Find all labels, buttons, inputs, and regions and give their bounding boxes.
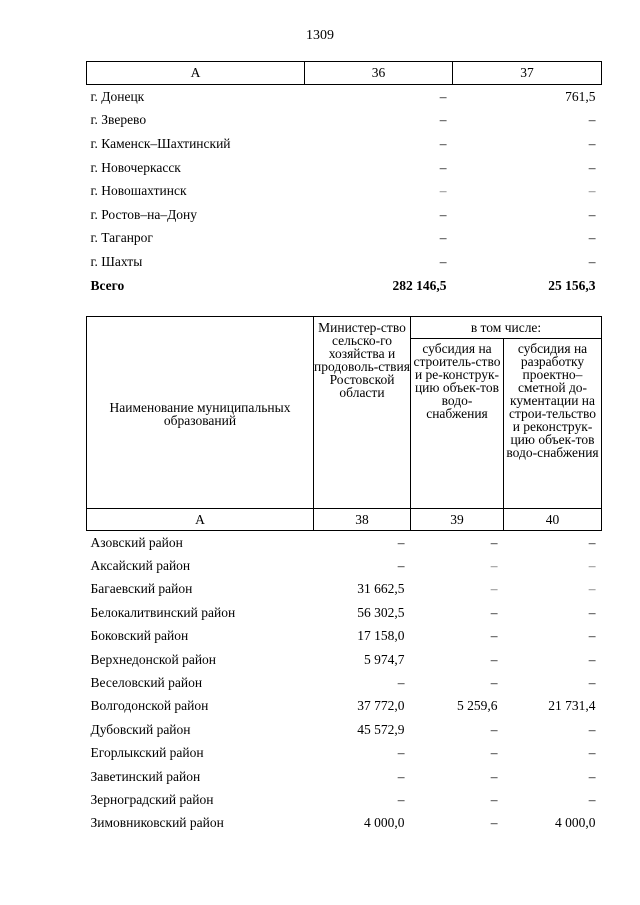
total-37: 25 156,3 (548, 277, 596, 293)
cell-40: – (588, 675, 596, 691)
header-including: в том числе: (411, 317, 602, 339)
cell-38: – (397, 558, 405, 574)
cell-38: – (397, 675, 405, 691)
total-label: Всего (90, 277, 125, 293)
row-name: Веселовский район (90, 675, 203, 691)
row-name: г. Донецк (90, 88, 145, 104)
cell-39: – (490, 675, 498, 691)
row-name: Волгодонской район (90, 698, 209, 714)
cell-40: 21 731,4 (548, 698, 596, 714)
table-row (87, 742, 602, 765)
cell-38: – (397, 768, 405, 784)
cell-40: 4 000,0 (555, 815, 596, 831)
cell-39: – (490, 651, 498, 667)
cell-36: – (439, 135, 447, 151)
table-row (87, 695, 602, 718)
cell-39: – (490, 815, 498, 831)
cell-37: – (588, 112, 596, 128)
cell-38: – (397, 791, 405, 807)
row-name: Верхнедонской район (90, 651, 217, 667)
table-row (87, 812, 602, 835)
row-name: Аксайский район (90, 558, 191, 574)
table-row (87, 132, 602, 156)
cell-38: – (397, 745, 405, 761)
cell-40: – (588, 628, 596, 644)
col-label-38: 38 (314, 509, 411, 531)
table-row (87, 85, 602, 109)
cell-36: – (439, 112, 447, 128)
cell-39: – (490, 558, 498, 574)
total-row (87, 274, 602, 298)
table2-column-labels (87, 509, 602, 531)
cell-40: – (588, 721, 596, 737)
cell-38: 45 572,9 (357, 721, 405, 737)
cell-37: 761,5 (565, 88, 596, 104)
col-label-a: А (87, 509, 314, 531)
table-row (87, 156, 602, 180)
col-label-40: 40 (504, 509, 602, 531)
row-name: Белокалитвинский район (90, 604, 236, 620)
total-36: 282 146,5 (392, 277, 447, 293)
cell-36: – (439, 253, 447, 269)
table-row (87, 788, 602, 811)
cell-36: – (439, 159, 447, 175)
cell-40: – (588, 651, 596, 667)
cell-38: 37 772,0 (357, 698, 405, 714)
cell-37: – (588, 253, 596, 269)
row-name: г. Ростов–на–Дону (90, 206, 198, 222)
table1-header-row (87, 62, 602, 85)
row-name: Боковский район (90, 628, 189, 644)
row-name: г. Зверево (90, 112, 147, 128)
budget-table-columns-36-37 (86, 61, 602, 297)
row-name: Дубовский район (90, 721, 191, 737)
row-name: Егорлыкский район (90, 745, 204, 761)
table1-header-a: А (87, 62, 305, 85)
cell-39: – (490, 768, 498, 784)
cell-38: 17 158,0 (357, 628, 405, 644)
page-number: 1309 (306, 28, 334, 43)
cell-40: – (588, 768, 596, 784)
row-name: Азовский район (90, 534, 183, 550)
cell-40: – (588, 791, 596, 807)
table-row (87, 671, 602, 694)
cell-37: – (588, 159, 596, 175)
cell-38: 56 302,5 (357, 604, 405, 620)
table-row (87, 179, 602, 203)
row-name: Багаевский район (90, 581, 193, 597)
table-row (87, 648, 602, 671)
row-name: г. Новочеркасск (90, 159, 181, 175)
table-row (87, 625, 602, 648)
cell-39: – (490, 534, 498, 550)
cell-37: – (588, 230, 596, 246)
cell-36: – (439, 88, 447, 104)
cell-40: – (588, 745, 596, 761)
cell-39: – (490, 604, 498, 620)
cell-37: – (588, 183, 596, 199)
table-row (87, 718, 602, 741)
cell-37: – (588, 206, 596, 222)
table-row (87, 531, 602, 555)
table-row (87, 601, 602, 624)
cell-39: – (490, 628, 498, 644)
cell-36: – (439, 206, 447, 222)
cell-40: – (588, 604, 596, 620)
cell-39: 5 259,6 (457, 698, 498, 714)
row-name: г. Каменск–Шахтинский (90, 135, 231, 151)
row-name: Заветинский район (90, 768, 201, 784)
row-name: Зерноградский район (90, 791, 214, 807)
cell-40: – (588, 558, 596, 574)
table1-header-37: 37 (453, 62, 602, 85)
cell-39: – (490, 721, 498, 737)
table-row (87, 765, 602, 788)
table-row (87, 203, 602, 227)
table2-header-row-1 (87, 317, 602, 339)
table-row (87, 578, 602, 601)
cell-36: – (439, 230, 447, 246)
cell-38: 4 000,0 (364, 815, 405, 831)
row-name: г. Шахты (90, 253, 143, 269)
row-name: г. Таганрог (90, 230, 153, 246)
cell-39: – (490, 581, 498, 597)
cell-40: – (588, 534, 596, 550)
table-row (87, 227, 602, 251)
table1-header-36: 36 (305, 62, 453, 85)
header-subsidy-construction: субсидия на строитель-ство и ре-конструк-цию объек-тов водо-снабжения (411, 339, 504, 509)
cell-37: – (588, 135, 596, 151)
cell-39: – (490, 745, 498, 761)
table-row (87, 554, 602, 577)
cell-38: 31 662,5 (357, 581, 405, 597)
cell-40: – (588, 581, 596, 597)
row-name: Зимовниковский район (90, 815, 224, 831)
cell-38: 5 974,7 (364, 651, 405, 667)
cell-39: – (490, 791, 498, 807)
table-row (87, 109, 602, 133)
cell-36: – (439, 183, 447, 199)
col-label-39: 39 (411, 509, 504, 531)
budget-table-columns-38-40 (86, 316, 602, 835)
table-row (87, 250, 602, 274)
header-subsidy-design: субсидия на разработку проектно–сметной до-кументации на строи-тельство и реконструк-цию объек-тов водо-снабжения (504, 339, 602, 509)
cell-38: – (397, 534, 405, 550)
header-ministry: Министер-ство сельско-го хозяйства и продоволь-ствия Ростовской области (314, 317, 411, 509)
header-municipality: Наименование муниципальных образований (87, 317, 314, 509)
row-name: г. Новошахтинск (90, 183, 187, 199)
